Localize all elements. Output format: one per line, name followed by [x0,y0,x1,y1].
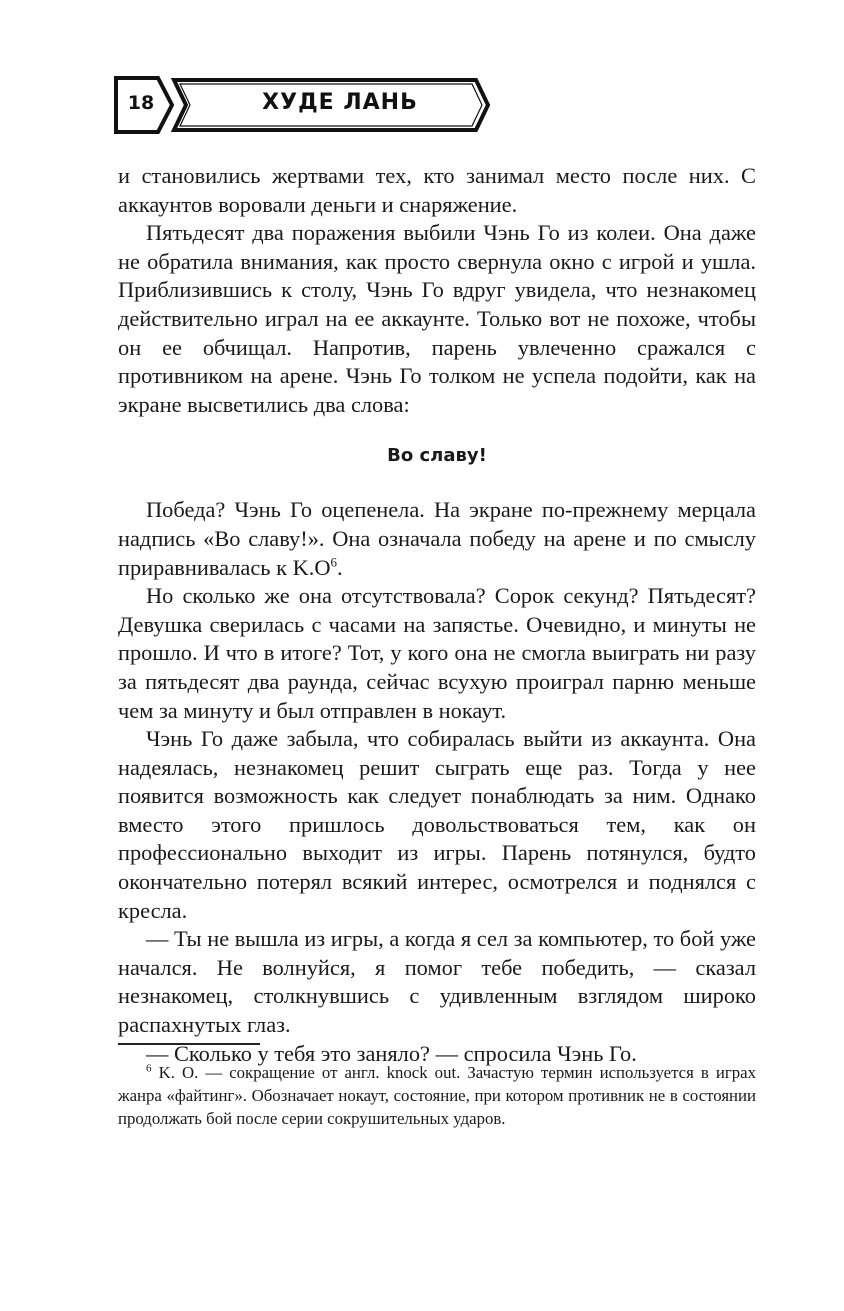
running-header [112,74,492,136]
paragraph: Пятьдесят два поражения выбили Чэнь Го из колеи. Она даже не обратила внимания, как просто свернула окно с игрой и ушла. Приблизившись к столу, Чэнь Го вдруг увидела, что незнакомец действительно играл на ее аккаунте. Только вот не похоже, чтобы он ее обчищал. Напротив, парень увлеченно сражался с противником на арене. Чэнь Го толком не успела подойти, как на экране высветились два слова: [118,220,756,417]
paragraph: Но сколько же она отсутствовала? Сорок секунд? Пятьдесят? Девушка сверилась с часами на запястье. Очевидно, и минуты не прошло. И что в итоге? Тот, у кого она не смогла выиграть ни разу за пятьдесят два раунда, сейчас всухую проиграл парню меньше чем за минуту и был отправлен в нокаут. [118,583,756,723]
footnote-text: K. O. — сокращение от англ. knock out. Зачастую термин используется в играх жанра «файтинг». Обозначает нокаут, состояние, при котором противник не в состоянии продолжать бой после серии сокрушительных ударов. [118,1063,756,1128]
paragraph-text: Победа? Чэнь Го оцепенела. На экране по-прежнему мерцала надпись «Во славу!». Она означала победу на арене и по смыслу приравнивалась к K.O [118,497,756,580]
footnote [118,1061,756,1130]
paragraph: — Сколько у тебя это заняло? — спросила Чэнь Го. [146,1040,637,1066]
footnote-marker: 6 [146,1062,152,1075]
paragraph-end: . [337,554,343,580]
footnote-ref[interactable]: 6 [330,554,338,570]
paragraph [118,496,756,582]
screen-text-heading: Во славу! [387,445,487,467]
paragraph: Чэнь Го даже забыла, что собиралась выйти из аккаунта. Она надеялась, незнакомец решит сыграть еще раз. Тогда у нее появится возможность как следует понаблюдать за ним. Однако вместо этого пришлось довольствоваться тем, как он профессионально выходит из игры. Парень потянулся, будто окончательно потерял всякий интерес, осмотрелся и поднялся с кресла. [118,726,756,923]
main-text [118,162,756,1068]
page-number: 18 [127,92,155,114]
footnote-paragraph [118,1061,756,1130]
paragraph: и становились жертвами тех, кто занимал место после них. С аккаунтов воровали деньги и снаряжение. [118,163,756,217]
paragraph: — Ты не вышла из игры, а когда я сел за компьютер, то бой уже начался. Не волнуйся, я помог тебе победить, — сказал незнакомец, столкнувшись с удивленным взглядом широко распахнутых глаз. [118,926,756,1038]
footnote-divider [118,1043,260,1045]
running-title: ХУДЕ ЛАНЬ [262,90,418,115]
